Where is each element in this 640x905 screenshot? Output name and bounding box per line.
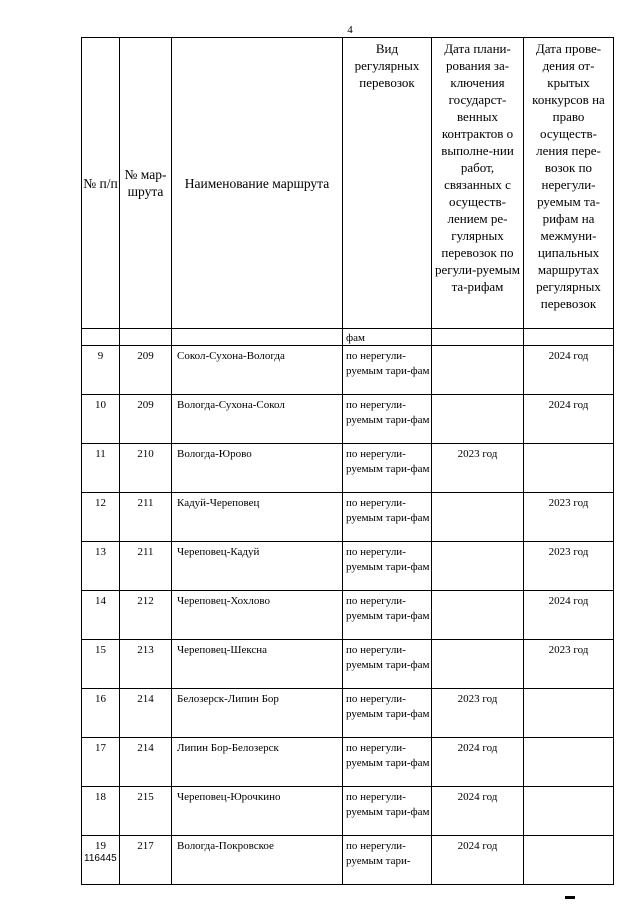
row-transport-type: по нерегули-руемым тари-фам	[343, 738, 432, 787]
row-route-number: 211	[120, 542, 172, 591]
row-route-name: Череповец-Шексна	[172, 640, 343, 689]
row-route-name: Вологда-Юрово	[172, 444, 343, 493]
table-row	[82, 836, 614, 885]
table-header-row	[82, 38, 614, 329]
row-route-number: 209	[120, 346, 172, 395]
row-route-number: 209	[120, 395, 172, 444]
header-index: № п/п	[82, 38, 120, 329]
routes-table	[81, 37, 614, 885]
row-transport-type: по нерегули-руемым тари-фам	[343, 591, 432, 640]
row-transport-type: по нерегули-руемым тари-фам	[343, 444, 432, 493]
table-row	[82, 787, 614, 836]
table-row	[82, 346, 614, 395]
header-transport-type: Вид регулярных перевозок	[343, 38, 432, 329]
row-index: 18	[82, 787, 120, 836]
row-transport-type: по нерегули-руемым тари-фам	[343, 689, 432, 738]
row-index: 14	[82, 591, 120, 640]
row-index: 10	[82, 395, 120, 444]
row-route-number: 215	[120, 787, 172, 836]
row-route-number: 210	[120, 444, 172, 493]
row-route-name: Череповец-Юрочкино	[172, 787, 343, 836]
row-tender-date: 2023 год	[524, 542, 614, 591]
table-row	[82, 542, 614, 591]
header-route-number: № мар-шрута	[120, 38, 172, 329]
header-route-name: Наименование маршрута	[172, 38, 343, 329]
row-route-name: Череповец-Хохлово	[172, 591, 343, 640]
row-tender-date: 2024 год	[524, 395, 614, 444]
row-index: 15	[82, 640, 120, 689]
row-index: 11	[82, 444, 120, 493]
row-contract-date	[432, 395, 524, 444]
row-route-name: Белозерск-Липин Бор	[172, 689, 343, 738]
row-contract-date: 2023 год	[432, 444, 524, 493]
row-transport-type: по нерегули-руемым тари-фам	[343, 493, 432, 542]
row-contract-date: 2024 год	[432, 836, 524, 885]
row-transport-type: по нерегули-руемым тари-фам	[343, 395, 432, 444]
row-tender-date	[524, 787, 614, 836]
row-transport-type: по нерегули-руемым тари-фам	[343, 787, 432, 836]
header-contract-date: Дата плани-рования за-ключения государст-венных контрактов о выполне-нии работ, связанных с осуществ-лением ре-гулярных перевозок по регули-руемым та-рифам	[432, 38, 524, 329]
row-tender-date: 2023 год	[524, 640, 614, 689]
row-transport-type: по нерегули-руемым тари-фам	[343, 542, 432, 591]
row-route-number: 214	[120, 738, 172, 787]
row-tender-date: 2023 год	[524, 493, 614, 542]
row-route-number: 214	[120, 689, 172, 738]
row-tender-date	[524, 836, 614, 885]
row-tender-date	[524, 689, 614, 738]
row-tender-date: 2024 год	[524, 346, 614, 395]
row-transport-type: по нерегули-руемым тари-фам	[343, 640, 432, 689]
row-contract-date	[432, 542, 524, 591]
row-route-name: Липин Бор-Белозерск	[172, 738, 343, 787]
header-tender-date: Дата прове-дения от-крытых конкурсов на право осуществ-ления пере-возок по нерегули-руемым та-рифам на межмуни-ципальных маршрутах регулярных перевозок	[524, 38, 614, 329]
table-row	[82, 444, 614, 493]
row-index: 19	[82, 836, 120, 885]
row-tender-date: 2024 год	[524, 591, 614, 640]
row-contract-date: 2024 год	[432, 787, 524, 836]
row-transport-type: по нерегули-руемым тари-фам	[343, 346, 432, 395]
table-row	[82, 591, 614, 640]
row-contract-date: 2023 год	[432, 689, 524, 738]
continuation-row	[82, 329, 614, 346]
table-row	[82, 689, 614, 738]
corner-mark	[565, 896, 575, 899]
row-tender-date	[524, 444, 614, 493]
row-contract-date	[432, 493, 524, 542]
row-route-name: Сокол-Сухона-Вологда	[172, 346, 343, 395]
row-route-name: Кадуй-Череповец	[172, 493, 343, 542]
document-id: 116445	[84, 853, 117, 864]
row-index: 12	[82, 493, 120, 542]
page-number: 4	[347, 24, 353, 36]
row-route-number: 211	[120, 493, 172, 542]
row-index: 16	[82, 689, 120, 738]
table-row	[82, 640, 614, 689]
row-route-name: Вологда-Покровское	[172, 836, 343, 885]
row-index: 13	[82, 542, 120, 591]
row-route-number: 217	[120, 836, 172, 885]
row-index: 9	[82, 346, 120, 395]
row-index: 17	[82, 738, 120, 787]
row-contract-date	[432, 591, 524, 640]
row-contract-date: 2024 год	[432, 738, 524, 787]
table-row	[82, 493, 614, 542]
row-route-name: Череповец-Кадуй	[172, 542, 343, 591]
table-row	[82, 395, 614, 444]
row-tender-date	[524, 738, 614, 787]
table-row	[82, 738, 614, 787]
row-contract-date	[432, 640, 524, 689]
row-route-number: 213	[120, 640, 172, 689]
continuation-text: фам	[343, 329, 432, 346]
row-route-number: 212	[120, 591, 172, 640]
row-transport-type: по нерегули-руемым тари-	[343, 836, 432, 885]
row-contract-date	[432, 346, 524, 395]
row-route-name: Вологда-Сухона-Сокол	[172, 395, 343, 444]
